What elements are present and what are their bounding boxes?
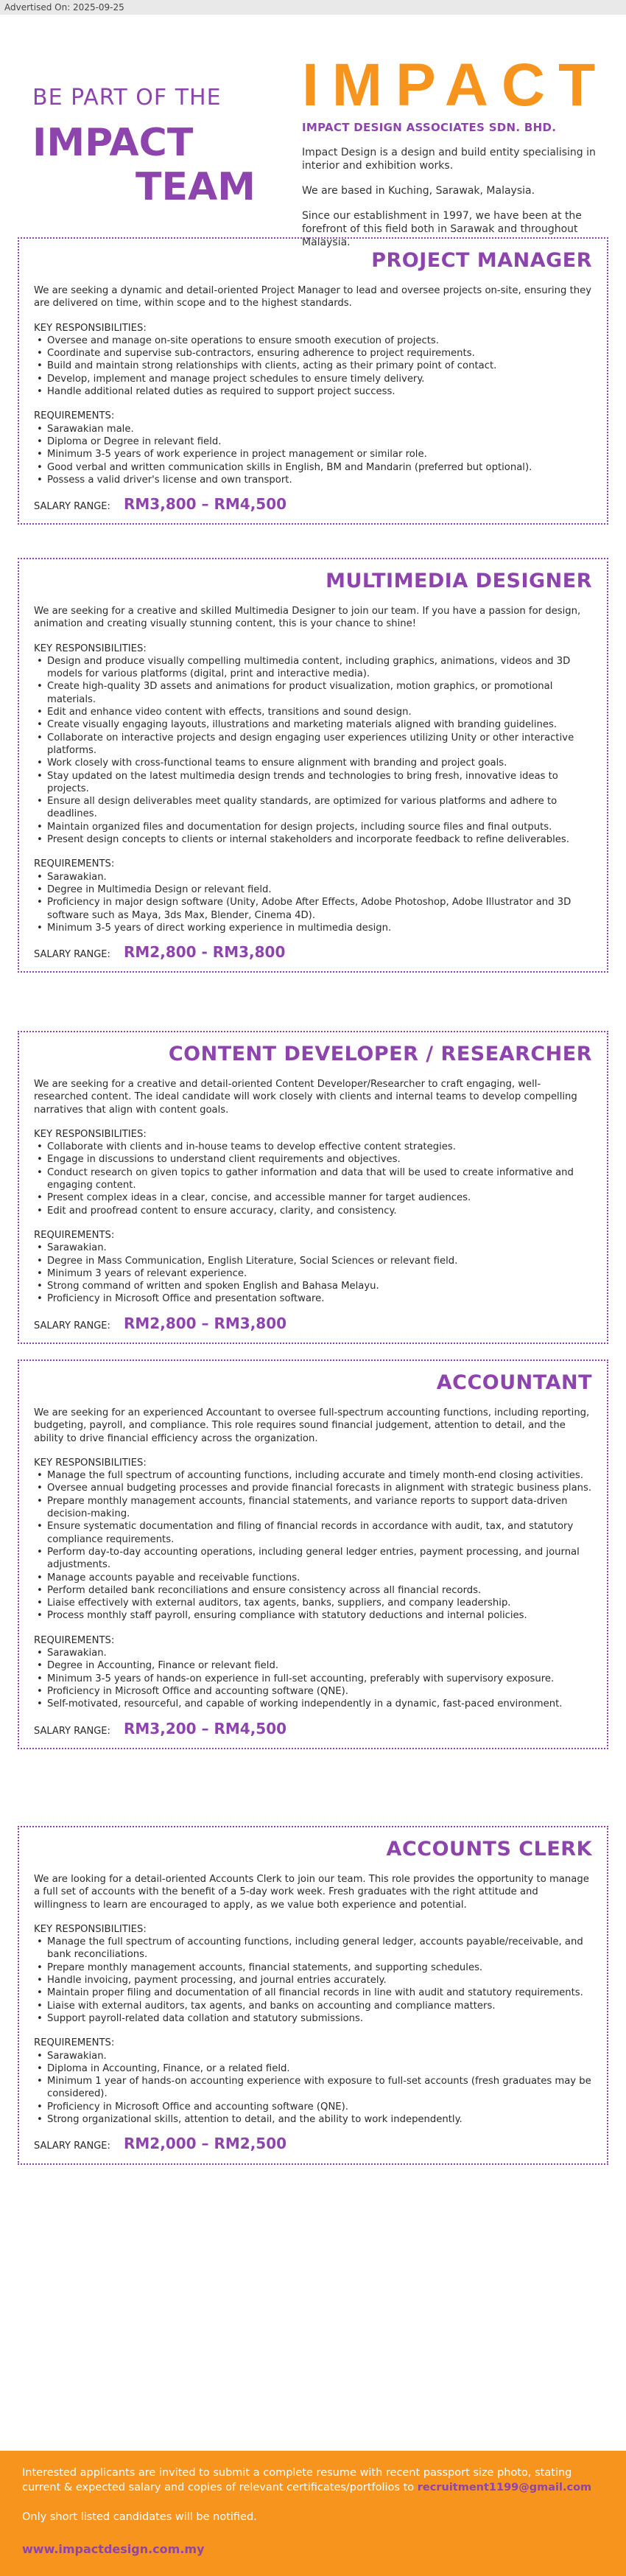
salary-row [34,495,592,514]
job-intro: We are seeking a dynamic and detail-oriented Project Manager to lead and oversee projects on-site, ensuring they are delivered on time, within scope and to the highest standards. [34,285,592,309]
requirement-item: • Sarawakian. [34,2050,592,2062]
responsibility-item: • Handle additional related duties as required to support project success. [34,385,592,398]
company-description: Impact Design is a design and build entity specialising in interior and exhibition works. [302,147,596,172]
responsibility-item: • Design and produce visually compelling multimedia content, including graphics, animations, videos and 3D models for various platforms (digital, print and interactive media). [34,655,592,681]
job-intro: We are seeking for a creative and detail-oriented Content Developer/Researcher to craft engaging, well-researched content. The ideal candidate will work closely with clients and internal teams to develop compelling narratives that align with content goals. [34,1079,577,1116]
company-history: Since our establishment in 1997, we have been at the forefront of this field both in Sarawak and throughout Malaysia. [302,210,582,248]
salary-row [34,943,592,962]
responsibility-item: • Present complex ideas in a clear, concise, and accessible manner for target audiences. [34,1191,592,1204]
salary-row [34,1719,592,1737]
responsibility-item: • Oversee annual budgeting processes and provide financial forecasts in alignment with strategic business plans. [34,1482,592,1494]
responsibility-item: • Conduct research on given topics to gather information and data that will be used to create informative and engaging content. [34,1166,592,1192]
requirement-item: • Minimum 3-5 years of work experience in project management or similar role. [34,448,592,461]
application-instructions [22,2465,604,2495]
advertised-date: Advertised On: 2025-09-25 [0,0,626,15]
requirements-heading: REQUIREMENTS: [34,2037,115,2049]
job-title: PROJECT MANAGER [371,249,592,272]
requirement-item: • Degree in Mass Communication, English Literature, Social Sciences or relevant field. [34,1255,592,1267]
responsibility-item: • Ensure all design deliverables meet quality standards, are optimized for various platforms and adhere to deadlines. [34,795,592,821]
hero-header [0,15,626,258]
company-website-link[interactable]: www.impactdesign.com.my [22,2542,205,2556]
job-card [18,558,608,973]
slogan-line-1: BE PART OF THE [32,85,222,111]
requirements-list [34,1242,592,1305]
requirement-item: • Diploma in Accounting, Finance, or a related field. [34,2062,592,2075]
requirement-item: • Degree in Multimedia Design or relevant field. [34,883,592,896]
requirement-item: • Proficiency in Microsoft Office and accounting software (QNE). [34,1685,592,1698]
requirements-heading: REQUIREMENTS: [34,1634,115,1646]
responsibility-item: • Coordinate and supervise sub-contractors, ensuring adherence to project requirements. [34,347,592,360]
requirement-item: • Sarawakian. [34,1647,592,1659]
salary-row [34,1314,592,1332]
company-logo: IMPACT [302,52,609,119]
responsibilities-list [34,1469,592,1623]
salary-range: RM3,200 – RM4,500 [124,1719,287,1737]
requirement-item: • Sarawakian male. [34,423,592,435]
job-intro: We are seeking for an experienced Accountant to oversee full-spectrum accounting functions, including reporting, budgeting, payroll, and compliance. This role requires sound financial judgement, attention to detail, and the ability to drive financial efficiency across the organization. [34,1407,590,1444]
requirements-list [34,871,592,934]
requirement-item: • Proficiency in Microsoft Office and presentation software. [34,1292,592,1305]
job-title: MULTIMEDIA DESIGNER [326,570,592,592]
responsibilities-heading: KEY RESPONSIBILITIES: [34,643,147,654]
responsibility-item: • Present design concepts to clients or internal stakeholders and incorporate feedback to refine deliverables. [34,833,592,846]
requirements-list [34,1647,592,1710]
requirements-heading: REQUIREMENTS: [34,410,115,422]
requirement-item: • Proficiency in Microsoft Office and accounting software (QNE). [34,2101,592,2113]
responsibility-item: • Create visually engaging layouts, illustrations and marketing materials aligned with branding guidelines. [34,718,592,731]
company-intro [302,52,611,249]
requirement-item: • Sarawakian. [34,871,592,883]
shortlist-note: Only short listed candidates will be notified. [22,2511,257,2523]
responsibilities-heading: KEY RESPONSIBILITIES: [34,1457,147,1469]
job-card [18,1359,608,1749]
requirement-item: • Minimum 3 years of relevant experience. [34,1267,592,1280]
salary-label: SALARY RANGE: [34,1725,110,1737]
responsibilities-list [34,1141,592,1217]
responsibility-item: • Perform day-to-day accounting operations, including general ledger entries, payment processing, and journal adjustments. [34,1546,592,1572]
responsibility-item: • Prepare monthly management accounts, financial statements, and variance reports to support data-driven decision-making. [34,1495,592,1521]
job-card [18,237,608,525]
company-name: IMPACT DESIGN ASSOCIATES SDN. BHD. [302,121,557,134]
responsibility-item: • Edit and proofread content to ensure accuracy, clarity, and consistency. [34,1205,592,1217]
job-title: ACCOUNTANT [436,1371,592,1394]
responsibility-item: • Develop, implement and manage project schedules to ensure timely delivery. [34,373,592,385]
responsibility-item: • Support payroll-related data collation and statutory submissions. [34,2012,592,2025]
responsibility-item: • Collaborate on interactive projects and design engaging user experiences utilizing Unity or other interactive platforms. [34,732,592,757]
salary-label: SALARY RANGE: [34,1320,110,1331]
job-card [18,1826,608,2165]
responsibility-item: • Manage the full spectrum of accounting functions, including general ledger, accounts payable/receivable, and bank reconciliations. [34,1936,592,1961]
requirement-item: • Minimum 1 year of hands-on accounting experience with exposure to full-set accounts (fresh graduates may be considered). [34,2075,592,2101]
responsibilities-list [34,655,592,846]
responsibilities-list [34,335,592,398]
responsibility-item: • Create high-quality 3D assets and animations for product visualization, motion graphics, or promotional materials. [34,680,592,706]
requirements-list [34,423,592,486]
responsibility-item: • Liaise effectively with external auditors, tax agents, banks, suppliers, and company leadership. [34,1597,592,1609]
responsibility-item: • Process monthly staff payroll, ensuring compliance with statutory deductions and internal policies. [34,1609,592,1622]
requirement-item: • Minimum 3-5 years of direct working experience in multimedia design. [34,922,592,934]
requirement-item: • Strong command of written and spoken English and Bahasa Melayu. [34,1280,592,1292]
hero-slogan [32,85,268,209]
responsibility-item: • Manage accounts payable and receivable functions. [34,1572,592,1584]
responsibility-item: • Maintain organized files and documentation for design projects, including source files and final outputs. [34,821,592,833]
company-location: We are based in Kuching, Sarawak, Malaysia. [302,185,535,197]
slogan-team: TEAM [136,165,256,209]
requirements-list [34,2050,592,2127]
requirements-heading: REQUIREMENTS: [34,858,115,870]
job-card [18,1031,608,1344]
salary-range: RM2,800 - RM3,800 [124,943,286,962]
responsibility-item: • Edit and enhance video content with effects, transitions and sound design. [34,706,592,718]
responsibility-item: • Build and maintain strong relationships with clients, acting as their primary point of contact. [34,360,592,372]
requirement-item: • Strong organizational skills, attention to detail, and the ability to work independently. [34,2113,592,2126]
requirements-heading: REQUIREMENTS: [34,1229,115,1241]
requirement-item: • Minimum 3-5 years of hands-on experience in full-set accounting, preferably with supervisory exposure. [34,1673,592,1685]
responsibility-item: • Work closely with cross-functional teams to ensure alignment with branding and project goals. [34,757,592,769]
job-intro: We are seeking for a creative and skilled Multimedia Designer to join our team. If you have a passion for design, animation and creating visually stunning content, this is your chance to shine! [34,606,581,630]
salary-label: SALARY RANGE: [34,949,110,961]
requirement-item: • Possess a valid driver's license and own transport. [34,474,592,486]
responsibility-item: • Oversee and manage on-site operations to ensure smooth execution of projects. [34,335,592,347]
application-footer [0,2451,626,2576]
responsibilities-heading: KEY RESPONSIBILITIES: [34,1128,147,1140]
apply-text: Interested applicants are invited to submit a complete resume with recent passport size photo, stating current & expected salary and copies of relevant certificates/portfolios to [22,2467,572,2493]
requirement-item: • Sarawakian. [34,1242,592,1254]
job-title: ACCOUNTS CLERK [386,1838,592,1861]
salary-row [34,2135,592,2153]
responsibility-item: • Handle invoicing, payment processing, and journal entries accurately. [34,1974,592,1987]
requirement-item: • Good verbal and written communication skills in English, BM and Mandarin (preferred but optional). [34,461,592,474]
responsibilities-heading: KEY RESPONSIBILITIES: [34,1923,147,1935]
salary-range: RM2,800 – RM3,800 [124,1314,287,1332]
responsibility-item: • Perform detailed bank reconciliations and ensure consistency across all financial records. [34,1584,592,1597]
responsibility-item: • Stay updated on the latest multimedia design trends and technologies to bring fresh, innovative ideas to projects. [34,770,592,796]
requirement-item: • Proficiency in major design software (Unity, Adobe After Effects, Adobe Photoshop, Adobe Illustrator and 3D software such as Maya, 3ds Max, Blender, Cinema 4D). [34,896,592,922]
salary-range: RM3,800 – RM4,500 [124,495,287,514]
recruitment-email-link[interactable]: recruitment1199@gmail.com [417,2482,592,2493]
salary-label: SALARY RANGE: [34,501,110,513]
requirement-item: • Diploma or Degree in relevant field. [34,435,592,448]
responsibility-item: • Prepare monthly management accounts, financial statements, and supporting schedules. [34,1961,592,1974]
slogan-impact: IMPACT [32,121,194,165]
job-intro: We are looking for a detail-oriented Accounts Clerk to join our team. This role provides the opportunity to manage a full set of accounts with the benefit of a 5-day work week. Fresh graduates with the right attitude and willingness to learn are encouraged to apply, as we value both experience and potential. [34,1874,589,1911]
responsibility-item: • Manage the full spectrum of accounting functions, including accurate and timely month-end closing activities. [34,1469,592,1482]
requirement-item: • Self-motivated, resourceful, and capable of working independently in a dynamic, fast-paced environment. [34,1698,592,1710]
requirement-item: • Degree in Accounting, Finance or relevant field. [34,1659,592,1672]
responsibility-item: • Engage in discussions to understand client requirements and objectives. [34,1153,592,1166]
salary-range: RM2,000 – RM2,500 [124,2135,287,2153]
job-title: CONTENT DEVELOPER / RESEARCHER [168,1043,592,1065]
responsibilities-heading: KEY RESPONSIBILITIES: [34,322,147,334]
responsibility-item: • Maintain proper filing and documentation of all financial records in line with audit and statutory requirements. [34,1987,592,1999]
salary-label: SALARY RANGE: [34,2141,110,2152]
responsibility-item: • Ensure systematic documentation and filing of financial records in accordance with audit, tax, and statutory compliance requirements. [34,1520,592,1546]
responsibility-item: • Collaborate with clients and in-house teams to develop effective content strategies. [34,1141,592,1153]
responsibility-item: • Liaise with external auditors, tax agents, and banks on accounting and compliance matters. [34,2000,592,2012]
responsibilities-list [34,1936,592,2025]
